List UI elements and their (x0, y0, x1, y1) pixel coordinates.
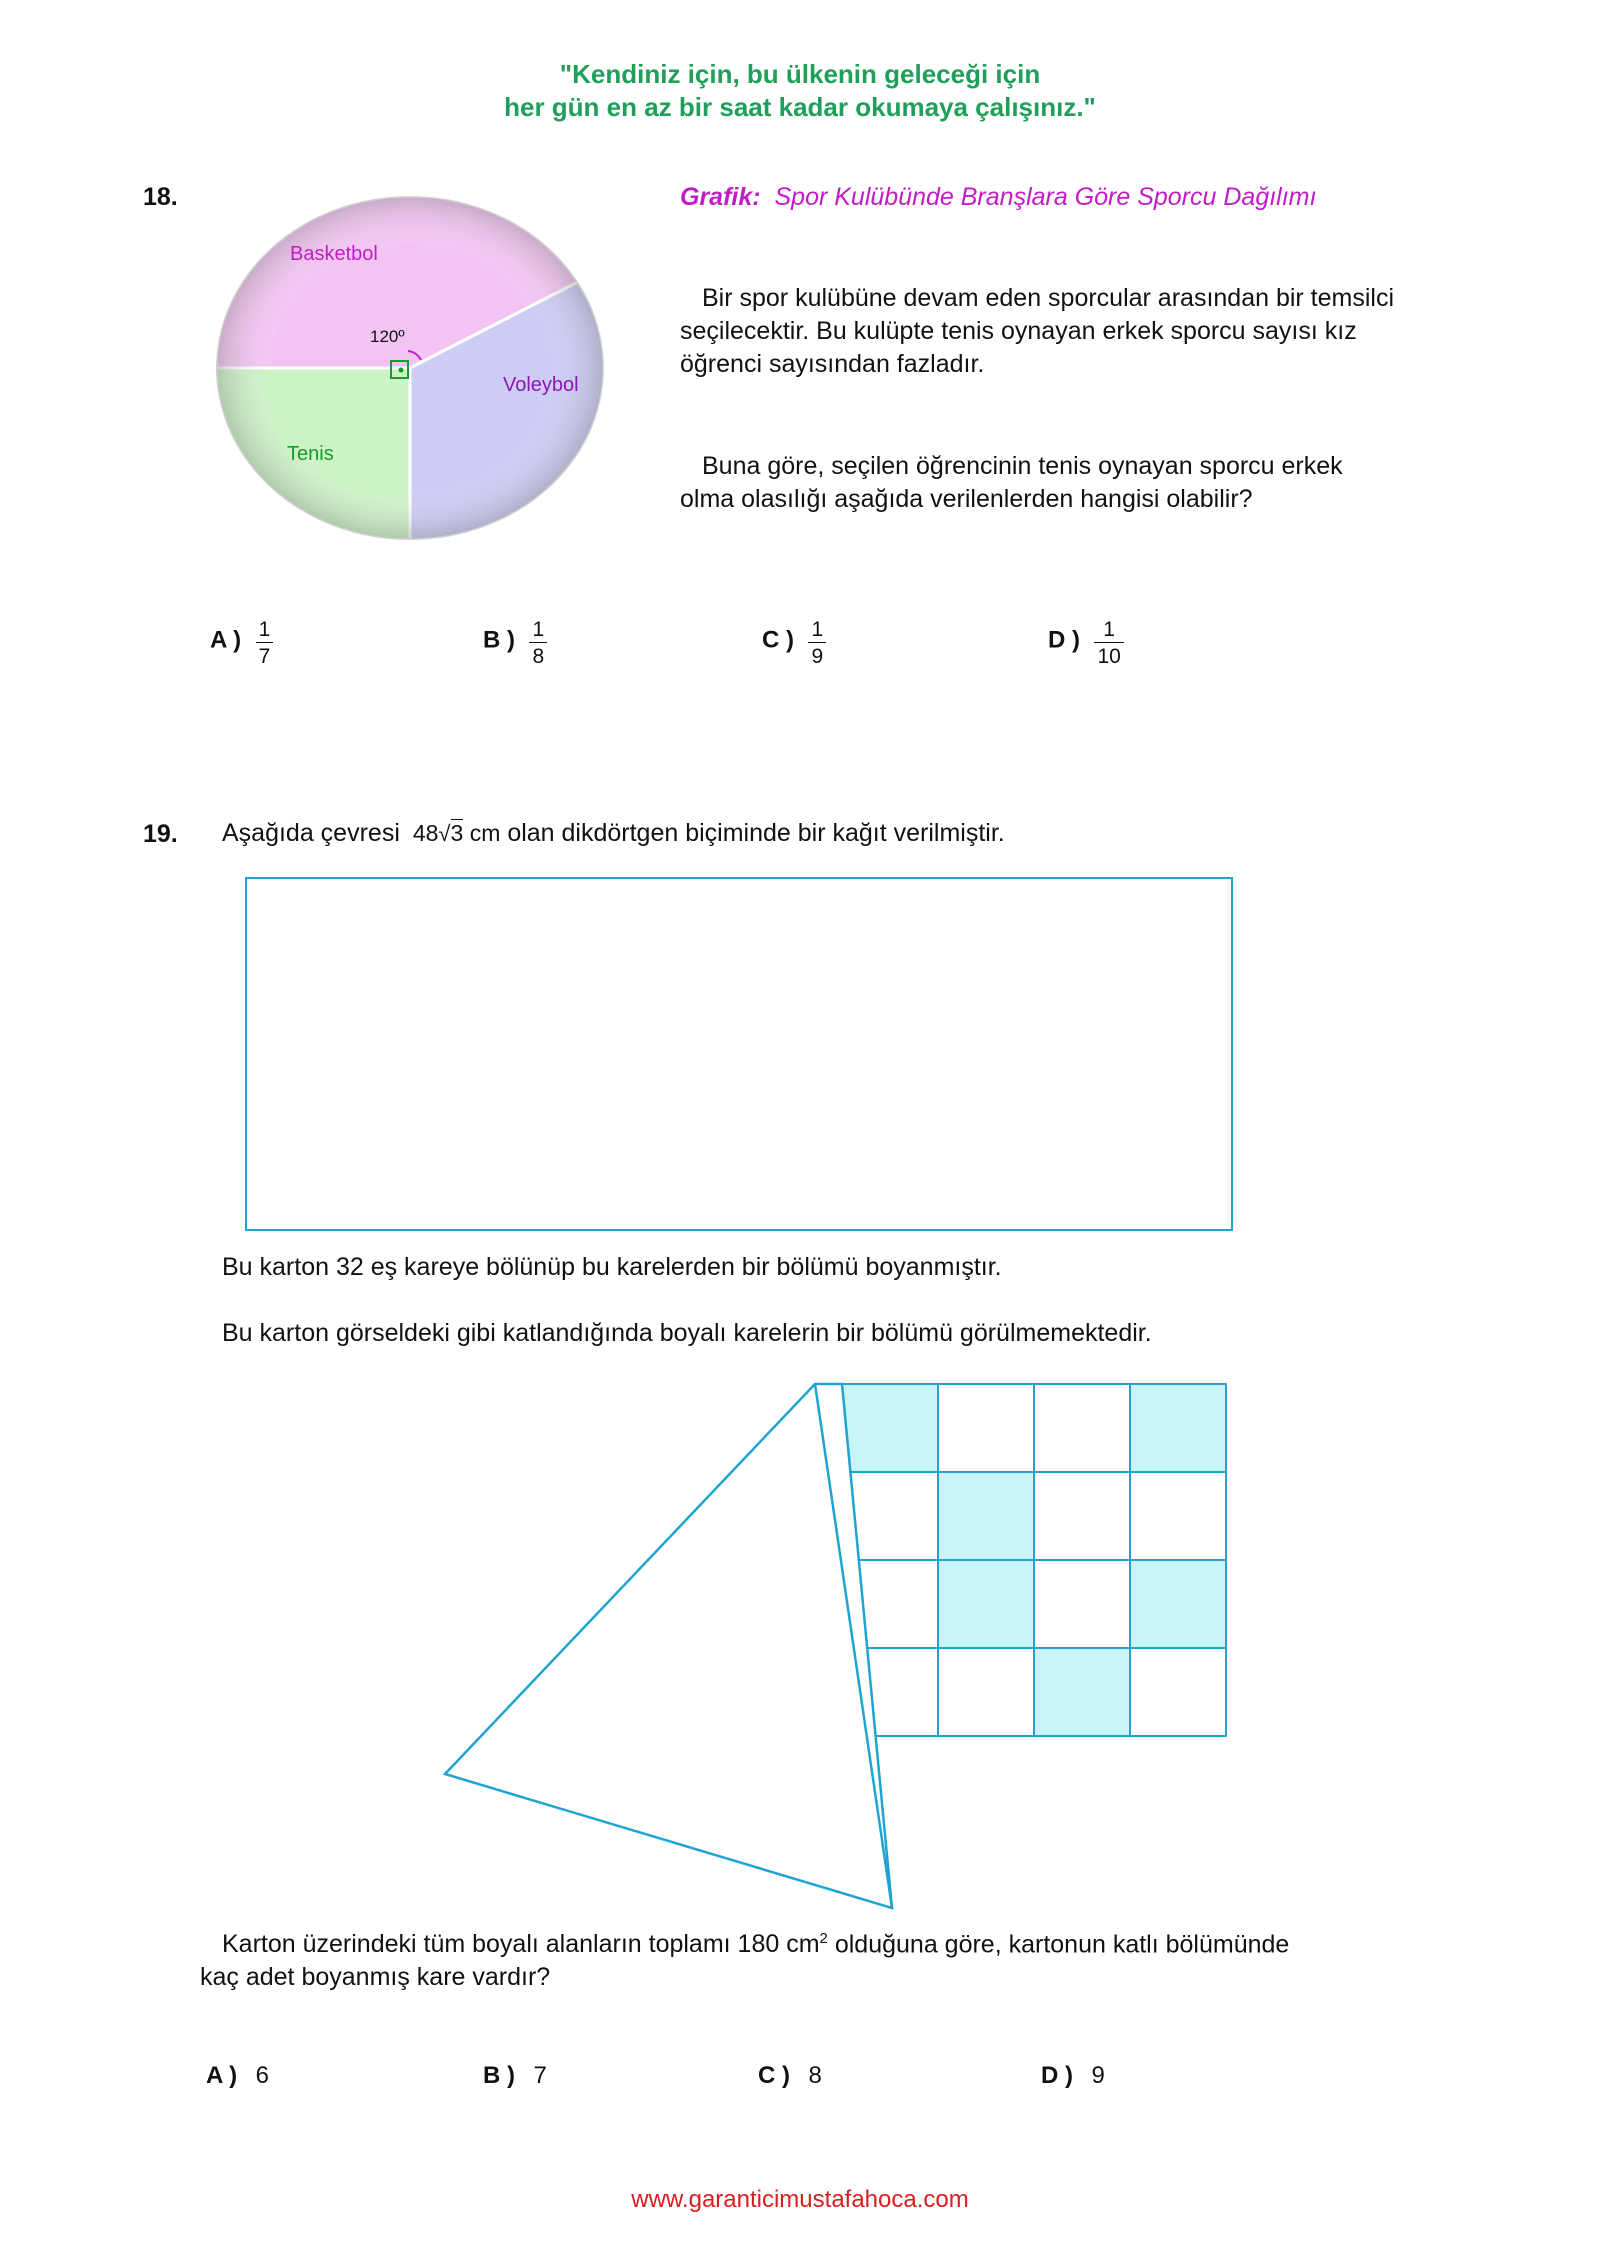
grid-square (1034, 1384, 1130, 1472)
pie-label-voleybol: Voleybol (503, 374, 579, 396)
graph-title-bold: Grafik: (680, 183, 761, 211)
grid-square (1130, 1648, 1226, 1736)
q19-option-a[interactable]: A ) 6 (206, 2062, 269, 2089)
right-angle-dot (399, 368, 404, 373)
pie-label-tenis: Tenis (287, 443, 334, 465)
grid-square (938, 1648, 1034, 1736)
angle-label: 120º (370, 327, 405, 346)
perimeter-expression: 48√3 cm (412, 820, 501, 846)
footer-website[interactable]: www.garanticimustafahoca.com (631, 2186, 969, 2213)
fraction: $\frac{1}{9}$ (808, 618, 826, 669)
q18-paragraph-1: Bir spor kulübüne devam eden sporcular arasından bir temsilci seçilecektir. Bu kulüpte tenis oynayan erkek sporcu sayısı kız öğrenci sayısından fazladır. (680, 284, 1395, 378)
painted-grid (842, 1384, 1226, 1736)
fraction: $\frac{1}{10}$ (1094, 618, 1123, 669)
fraction: $\frac{1}{8}$ (529, 618, 547, 669)
motto-header (0, 58, 1600, 124)
q19-option-c[interactable]: C ) 8 (758, 2062, 822, 2089)
grid-square (938, 1384, 1034, 1472)
question-18-number: 18. (143, 183, 178, 211)
folded-triangle (445, 1384, 892, 1908)
grid-square (1034, 1472, 1130, 1560)
painted-square (1130, 1384, 1226, 1472)
motto-line-1: "Kendiniz için, bu ülkenin geleceği için (559, 59, 1041, 89)
q18-paragraph-2: Buna göre, seçilen öğrencinin tenis oynayan sporcu erkek olma olasılığı aşağıda verilenlerden hangisi olabilir? (680, 452, 1343, 513)
fraction: $\frac{1}{7}$ (256, 618, 274, 669)
painted-square (1034, 1648, 1130, 1736)
graph-title-text: Spor Kulübünde Branşlara Göre Sporcu Dağılımı (774, 183, 1317, 211)
q18-option-c[interactable]: C ) $\frac{1}{9}$ (762, 618, 826, 669)
q19-question: Karton üzerindeki tüm boyalı alanların toplamı 180 $cm^2$ olduğuna göre, kartonun katlı bölümünde kaç adet boyanmış kare vardır? (200, 1930, 1290, 1992)
painted-square (938, 1472, 1034, 1560)
q19-option-d[interactable]: D ) 9 (1041, 2062, 1105, 2089)
painted-square (1130, 1560, 1226, 1648)
pie-shading (216, 196, 604, 540)
graph-title (680, 183, 1316, 212)
q18-option-a[interactable]: A ) $\frac{1}{7}$ (210, 618, 273, 669)
pie-chart (195, 170, 635, 550)
grid-square (1130, 1472, 1226, 1560)
question-19-number: 19. (143, 820, 178, 848)
painted-square (938, 1560, 1034, 1648)
grid-square (1034, 1560, 1130, 1648)
q18-option-d[interactable]: D ) $\frac{1}{10}$ (1048, 618, 1124, 669)
q19-intro: Aşağıda çevresi 48√3 cm olan dikdörtgen biçiminde bir kağıt verilmiştir. (222, 819, 1005, 847)
q19-line-3: Bu karton görseldeki gibi katlandığında boyalı karelerin bir bölümü görülmemektedir. (222, 1319, 1152, 1347)
painted-square (842, 1384, 938, 1472)
motto-line-2: her gün en az bir saat kadar okumaya çalışınız." (504, 92, 1096, 122)
q18-option-b[interactable]: B ) $\frac{1}{8}$ (483, 618, 547, 669)
q19-line-2: Bu karton 32 eş kareye bölünüp bu karelerden bir bölümü boyanmıştır. (222, 1253, 1002, 1281)
q19-option-b[interactable]: B ) 7 (483, 2062, 547, 2089)
paper-rectangle (245, 877, 1233, 1231)
folded-paper-figure (430, 1370, 1250, 1930)
pie-label-basketbol: Basketbol (290, 243, 378, 265)
